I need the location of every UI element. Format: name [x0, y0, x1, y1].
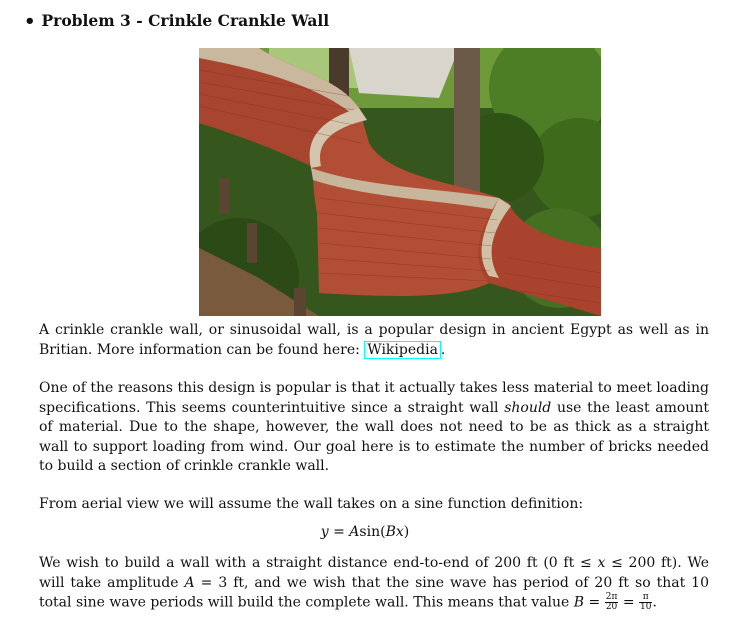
- spec-var-b: B: [573, 594, 585, 611]
- intro-period: .: [440, 341, 446, 358]
- frac1-num: 2π: [605, 592, 618, 602]
- equation-close: ): [403, 524, 410, 540]
- bullet-icon: •: [24, 11, 36, 32]
- problem-heading: [24, 11, 329, 32]
- wall-spec-paragraph: [39, 554, 709, 613]
- spec-var-a: A: [184, 574, 195, 591]
- spec-text-b: ≤ 200 ft). We will take amplitude: [39, 555, 709, 591]
- equation-arg: Bx: [385, 524, 404, 540]
- spec-var-x: x: [597, 555, 606, 571]
- equation-lhs: y = A: [320, 524, 360, 540]
- aerial-text: From aerial view we will assume the wall takes on a sine function definition:: [39, 496, 584, 512]
- reasons-text-b: use the least amount of material. Due to the shape, however, the wall does not need to be as thick as a straight wall to support loading from wind. Our goal here is to estimate the number of bricks needed to build a section of crinkle crankle wall.: [39, 399, 709, 474]
- intro-paragraph: [39, 321, 709, 360]
- reasons-paragraph: [39, 379, 709, 477]
- frac2-den: 10: [640, 602, 652, 612]
- frac2-num: π: [639, 593, 652, 603]
- equation-func: sin(: [359, 524, 386, 540]
- spec-text-c: = 3 ft, and we wish that the sine wave has period of 20 ft so that 10 total sine wave periods will build the complete wall. This means that value: [39, 574, 709, 611]
- sine-equation: [0, 524, 730, 540]
- reasons-emphasis: should: [504, 399, 552, 416]
- spec-eq1: =: [584, 594, 605, 611]
- frac1-den: 20: [605, 602, 618, 612]
- problem-title: Problem 3 - Crinkle Crankle Wall: [41, 11, 330, 30]
- reasons-text-a: One of the reasons this design is popular is that it actually takes less material to meet loading specifications. This seems counterintuitive since a straight wall: [39, 380, 709, 416]
- fraction-pi-over-ten: [639, 593, 652, 612]
- crinkle-crankle-wall-photo: [199, 48, 601, 316]
- aerial-paragraph: [39, 495, 709, 515]
- spec-eq2: =: [618, 594, 640, 611]
- spec-end: .: [652, 594, 657, 611]
- wikipedia-link[interactable]: Wikipedia: [364, 341, 441, 359]
- spec-text-a: We wish to build a wall with a straight distance end-to-end of 200 ft (0 ft ≤: [39, 555, 598, 571]
- fraction-two-pi-over-twenty: [605, 593, 619, 612]
- intro-text: A crinkle crankle wall, or sinusoidal wall, is a popular design in ancient Egypt as well as in Britian. More information can be found here:: [39, 322, 709, 358]
